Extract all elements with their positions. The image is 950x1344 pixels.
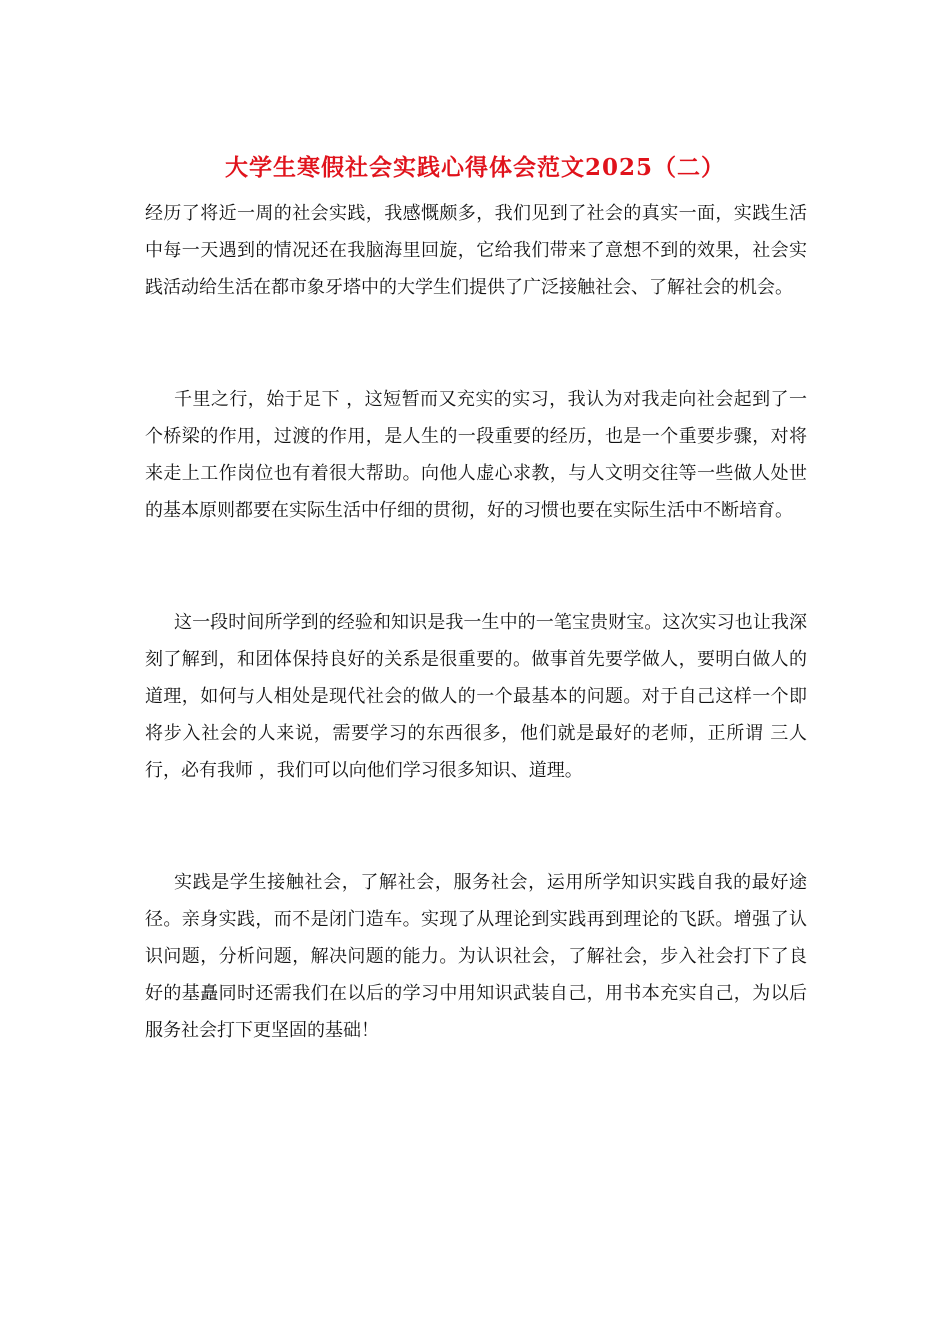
paragraph-2: 千里之行，始于足下 ，这短暂而又充实的实习，我认为对我走向社会起到了一个桥梁的作用，过渡的作用，是人生的一段重要的经历，也是一个重要步骤，对将来走上工作岗位也有着很大帮助。向他人虚心求教，与人文明交往等一些做人处世的基本原则都要在实际生活中仔细的贯彻，好的习惯也要在实际生活中不断培育。 — [145, 389, 807, 521]
paragraph-4: 实践是学生接触社会，了解社会，服务社会，运用所学知识实践自我的最好途径。亲身实践，而不是闭门造车。实现了从理论到实践再到理论的飞跃。增强了认识问题，分析问题，解决问题的能力。为认识社会，了解社会，步入社会打下了良好的基矗同时还需我们在以后的学习中用知识武装自己，用书本充实自己，为以后服务社会打下更坚固的基础！ — [145, 872, 807, 1041]
document-body — [145, 195, 807, 1049]
paragraph-1: 经历了将近一周的社会实践，我感慨颇多，我们见到了社会的真实一面，实践生活中每一天遇到的情况还在我脑海里回旋，它给我们带来了意想不到的效果，社会实践活动给生活在都市象牙塔中的大学生们提供了广泛接触社会、了解社会的机会。 — [145, 203, 807, 298]
paragraph-3: 这一段时间所学到的经验和知识是我一生中的一笔宝贵财宝。这次实习也让我深刻了解到，和团体保持良好的关系是很重要的。做事首先要学做人，要明白做人的道理，如何与人相处是现代社会的做人的一个最基本的问题。对于自己这样一个即将步入社会的人来说，需要学习的东西很多，他们就是最好的老师，正所谓 三人行，必有我师 ，我们可以向他们学习很多知识、道理。 — [145, 612, 807, 781]
document-title: 大学生寒假社会实践心得体会范文2025（二） — [224, 154, 725, 181]
